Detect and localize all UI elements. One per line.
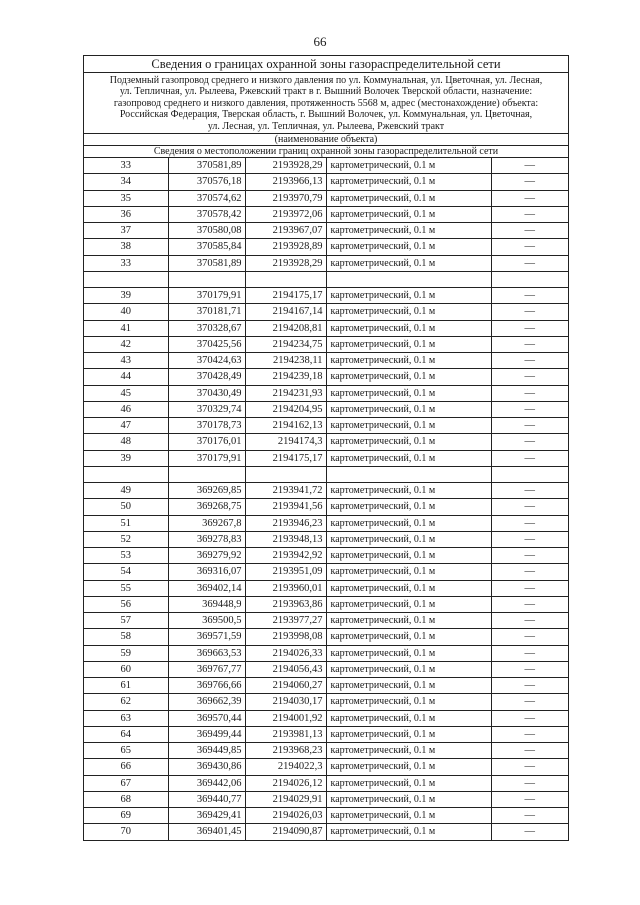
method-accuracy: картометрический, 0.1 м (326, 239, 491, 255)
coord-x: 369500,5 (168, 613, 245, 629)
coord-x: 370179,91 (168, 288, 245, 304)
method-accuracy: картометрический, 0.1 м (326, 824, 491, 840)
description-line: Подземный газопровод среднего и низкого давления по ул. Коммунальная, ул. Цветочная, ул. Лесная, (109, 75, 543, 86)
coord-y: 2193941,72 (245, 483, 326, 499)
point-number: 50 (84, 499, 168, 515)
table-row (84, 613, 568, 629)
coord-x: 370585,84 (168, 239, 245, 255)
table-row (84, 223, 568, 239)
method-accuracy (326, 466, 491, 482)
coord-x: 370580,08 (168, 223, 245, 239)
point-number: 62 (84, 694, 168, 710)
point-description: — (491, 548, 568, 564)
coord-y: 2194238,11 (245, 353, 326, 369)
table-row (84, 661, 568, 677)
table-row (84, 304, 568, 320)
table-row (84, 759, 568, 775)
point-description: — (491, 483, 568, 499)
table-row (84, 369, 568, 385)
method-accuracy: картометрический, 0.1 м (326, 190, 491, 206)
coord-y: 2193928,29 (245, 158, 326, 174)
method-accuracy: картометрический, 0.1 м (326, 694, 491, 710)
coord-y: 2193928,89 (245, 239, 326, 255)
coord-y: 2193960,01 (245, 580, 326, 596)
coord-x: 370574,62 (168, 190, 245, 206)
method-accuracy: картометрический, 0.1 м (326, 548, 491, 564)
point-number: 67 (84, 775, 168, 791)
coord-x: 369571,59 (168, 629, 245, 645)
table-row (84, 271, 568, 287)
point-description: — (491, 158, 568, 174)
point-description: — (491, 239, 568, 255)
point-number: 66 (84, 759, 168, 775)
point-number: 49 (84, 483, 168, 499)
table-row (84, 320, 568, 336)
point-description: — (491, 304, 568, 320)
coord-y: 2194022,3 (245, 759, 326, 775)
point-number: 58 (84, 629, 168, 645)
coord-y: 2193966,13 (245, 174, 326, 190)
method-accuracy: картометрический, 0.1 м (326, 726, 491, 742)
table-row (84, 710, 568, 726)
point-description: — (491, 791, 568, 807)
table-row (84, 353, 568, 369)
method-accuracy: картометрический, 0.1 м (326, 580, 491, 596)
method-accuracy: картометрический, 0.1 м (326, 304, 491, 320)
method-accuracy: картометрический, 0.1 м (326, 223, 491, 239)
method-accuracy: картометрический, 0.1 м (326, 678, 491, 694)
point-description: — (491, 336, 568, 352)
coord-y: 2194060,27 (245, 678, 326, 694)
coord-x: 370428,49 (168, 369, 245, 385)
method-accuracy: картометрический, 0.1 м (326, 629, 491, 645)
point-number: 69 (84, 808, 168, 824)
table-row (84, 808, 568, 824)
point-number: 45 (84, 385, 168, 401)
table-row (84, 336, 568, 352)
coord-y: 2194231,93 (245, 385, 326, 401)
location-section-header: Сведения о местоположении границ охранной зоны газораспределительной сети (84, 146, 568, 158)
coord-x: 369279,92 (168, 548, 245, 564)
point-number: 52 (84, 531, 168, 547)
page-number: 66 (313, 34, 327, 49)
method-accuracy: картометрический, 0.1 м (326, 434, 491, 450)
table-row (84, 466, 568, 482)
coord-y: 2194175,17 (245, 450, 326, 466)
table-row (84, 564, 568, 580)
coord-y: 2193942,92 (245, 548, 326, 564)
point-description: — (491, 223, 568, 239)
point-description: — (491, 369, 568, 385)
coord-y: 2194174,3 (245, 434, 326, 450)
description-line: ул. Лесная, ул. Тепличная, ул. Рылеева, Ржевский тракт (207, 120, 445, 132)
coord-y: 2194029,91 (245, 791, 326, 807)
point-number: 60 (84, 661, 168, 677)
coord-x: 369448,9 (168, 596, 245, 612)
point-description: — (491, 418, 568, 434)
coord-y: 2194026,03 (245, 808, 326, 824)
table-row (84, 694, 568, 710)
point-description (491, 271, 568, 287)
coord-x: 370581,89 (168, 158, 245, 174)
point-number: 64 (84, 726, 168, 742)
coord-x: 369440,77 (168, 791, 245, 807)
coord-y: 2193967,07 (245, 223, 326, 239)
coord-y: 2193941,56 (245, 499, 326, 515)
coord-x: 370178,73 (168, 418, 245, 434)
table-row (84, 401, 568, 417)
method-accuracy: картометрический, 0.1 м (326, 206, 491, 222)
point-number: 35 (84, 190, 168, 206)
point-description: — (491, 515, 568, 531)
coord-x: 369570,44 (168, 710, 245, 726)
coord-x: 370424,63 (168, 353, 245, 369)
table-row (84, 824, 568, 840)
method-accuracy: картометрический, 0.1 м (326, 808, 491, 824)
coord-x: 369269,85 (168, 483, 245, 499)
point-description: — (491, 710, 568, 726)
method-accuracy: картометрический, 0.1 м (326, 613, 491, 629)
coord-x: 370179,91 (168, 450, 245, 466)
point-number: 51 (84, 515, 168, 531)
coord-x: 369449,85 (168, 743, 245, 759)
table-row (84, 743, 568, 759)
method-accuracy: картометрический, 0.1 м (326, 791, 491, 807)
table-row (84, 596, 568, 612)
coord-x: 369499,44 (168, 726, 245, 742)
coord-y: 2194234,75 (245, 336, 326, 352)
method-accuracy: картометрический, 0.1 м (326, 596, 491, 612)
point-number: 40 (84, 304, 168, 320)
description-line: Российская Федерация, Тверская область, г. Вышний Волочек, ул. Коммунальная, ул. Цветочная, (119, 109, 533, 121)
point-number: 65 (84, 743, 168, 759)
table-row (84, 255, 568, 271)
coord-x: 370176,01 (168, 434, 245, 450)
point-description: — (491, 694, 568, 710)
point-number (84, 271, 168, 287)
coord-y: 2194056,43 (245, 661, 326, 677)
point-number: 41 (84, 320, 168, 336)
coord-y: 2194175,17 (245, 288, 326, 304)
point-number: 44 (84, 369, 168, 385)
method-accuracy: картометрический, 0.1 м (326, 418, 491, 434)
coord-x: 369442,06 (168, 775, 245, 791)
point-description: — (491, 775, 568, 791)
point-number: 57 (84, 613, 168, 629)
method-accuracy: картометрический, 0.1 м (326, 775, 491, 791)
method-accuracy: картометрический, 0.1 м (326, 255, 491, 271)
table-row (84, 775, 568, 791)
method-accuracy: картометрический, 0.1 м (326, 710, 491, 726)
point-number: 61 (84, 678, 168, 694)
coord-y: 2193948,13 (245, 531, 326, 547)
table-row (84, 515, 568, 531)
coord-x (168, 271, 245, 287)
point-description: — (491, 808, 568, 824)
point-description: — (491, 353, 568, 369)
table-row (84, 678, 568, 694)
coord-x: 370581,89 (168, 255, 245, 271)
method-accuracy: картометрический, 0.1 м (326, 661, 491, 677)
point-description: — (491, 596, 568, 612)
coord-x: 369278,83 (168, 531, 245, 547)
method-accuracy: картометрический, 0.1 м (326, 401, 491, 417)
method-accuracy: картометрический, 0.1 м (326, 759, 491, 775)
description-line: газопровод среднего и низкого давления, протяженность 5568 м, адрес (местонахождение) объекта: (113, 97, 539, 109)
coord-x: 370576,18 (168, 174, 245, 190)
method-accuracy: картометрический, 0.1 м (326, 743, 491, 759)
point-description: — (491, 629, 568, 645)
table-row (84, 418, 568, 434)
point-number: 36 (84, 206, 168, 222)
table-row (84, 791, 568, 807)
method-accuracy: картометрический, 0.1 м (326, 450, 491, 466)
method-accuracy: картометрический, 0.1 м (326, 158, 491, 174)
object-name-caption: (наименование объекта) (84, 134, 568, 146)
point-number: 56 (84, 596, 168, 612)
coord-x: 370181,71 (168, 304, 245, 320)
point-description: — (491, 255, 568, 271)
point-description: — (491, 190, 568, 206)
coord-x: 370329,74 (168, 401, 245, 417)
coord-y: 2193946,23 (245, 515, 326, 531)
table-row (84, 580, 568, 596)
coord-x: 369268,75 (168, 499, 245, 515)
method-accuracy: картометрический, 0.1 м (326, 288, 491, 304)
point-number: 39 (84, 288, 168, 304)
object-description (84, 73, 568, 134)
coord-y: 2193998,08 (245, 629, 326, 645)
method-accuracy: картометрический, 0.1 м (326, 353, 491, 369)
coord-y: 2193972,06 (245, 206, 326, 222)
point-description: — (491, 499, 568, 515)
coord-y: 2194167,14 (245, 304, 326, 320)
point-number: 33 (84, 255, 168, 271)
method-accuracy (326, 271, 491, 287)
point-number: 33 (84, 158, 168, 174)
coord-x: 370425,56 (168, 336, 245, 352)
document-title: Сведения о границах охранной зоны газораспределительной сети (84, 56, 568, 73)
method-accuracy: картометрический, 0.1 м (326, 564, 491, 580)
coord-x: 369267,8 (168, 515, 245, 531)
table-row (84, 629, 568, 645)
table-row (84, 239, 568, 255)
coord-x: 369663,53 (168, 645, 245, 661)
point-number: 63 (84, 710, 168, 726)
point-number: 55 (84, 580, 168, 596)
point-number: 54 (84, 564, 168, 580)
point-number (84, 466, 168, 482)
coord-y: 2193968,23 (245, 743, 326, 759)
table-row (84, 190, 568, 206)
coord-x: 369430,86 (168, 759, 245, 775)
coord-y: 2194026,33 (245, 645, 326, 661)
method-accuracy: картометрический, 0.1 м (326, 499, 491, 515)
table-row (84, 174, 568, 190)
coord-x: 369662,39 (168, 694, 245, 710)
coord-y: 2194162,13 (245, 418, 326, 434)
method-accuracy: картометрический, 0.1 м (326, 515, 491, 531)
point-description: — (491, 661, 568, 677)
point-description: — (491, 759, 568, 775)
point-description: — (491, 174, 568, 190)
point-number: 43 (84, 353, 168, 369)
coord-x: 370578,42 (168, 206, 245, 222)
point-number: 39 (84, 450, 168, 466)
point-description: — (491, 678, 568, 694)
table-row (84, 499, 568, 515)
coord-y: 2193951,09 (245, 564, 326, 580)
method-accuracy: картометрический, 0.1 м (326, 385, 491, 401)
point-number: 70 (84, 824, 168, 840)
coordinates-table (84, 158, 568, 840)
point-number: 68 (84, 791, 168, 807)
table-row (84, 645, 568, 661)
point-description: — (491, 564, 568, 580)
point-description: — (491, 743, 568, 759)
point-description: — (491, 580, 568, 596)
point-description: — (491, 613, 568, 629)
coord-y: 2193977,27 (245, 613, 326, 629)
point-number: 59 (84, 645, 168, 661)
point-description: — (491, 450, 568, 466)
table-row (84, 450, 568, 466)
description-line: ул. Тепличная, ул. Рылеева, Ржевский тракт в г. Вышний Волочек Тверской области, назначение: (119, 86, 533, 98)
point-description: — (491, 401, 568, 417)
coord-x: 369402,14 (168, 580, 245, 596)
table-row (84, 434, 568, 450)
point-description: — (491, 434, 568, 450)
coord-x: 369401,45 (168, 824, 245, 840)
point-number: 38 (84, 239, 168, 255)
point-number: 47 (84, 418, 168, 434)
coord-y: 2194026,12 (245, 775, 326, 791)
point-number: 34 (84, 174, 168, 190)
table-row (84, 726, 568, 742)
table-row (84, 385, 568, 401)
boundary-document (83, 55, 569, 841)
coord-y: 2194239,18 (245, 369, 326, 385)
point-number: 37 (84, 223, 168, 239)
coord-x: 370430,49 (168, 385, 245, 401)
coord-x: 369429,41 (168, 808, 245, 824)
point-description (491, 466, 568, 482)
coord-x: 369767,77 (168, 661, 245, 677)
coord-x: 369766,66 (168, 678, 245, 694)
method-accuracy: картометрический, 0.1 м (326, 645, 491, 661)
table-row (84, 158, 568, 174)
table-row (84, 548, 568, 564)
point-number: 46 (84, 401, 168, 417)
point-description: — (491, 726, 568, 742)
point-description: — (491, 206, 568, 222)
coord-y: 2193963,86 (245, 596, 326, 612)
coord-y (245, 271, 326, 287)
coord-x (168, 466, 245, 482)
coord-y: 2194208,81 (245, 320, 326, 336)
point-description: — (491, 385, 568, 401)
coord-y: 2194030,17 (245, 694, 326, 710)
coord-y: 2193981,13 (245, 726, 326, 742)
point-number: 42 (84, 336, 168, 352)
coord-y: 2194090,87 (245, 824, 326, 840)
method-accuracy: картометрический, 0.1 м (326, 369, 491, 385)
method-accuracy: картометрический, 0.1 м (326, 320, 491, 336)
point-description: — (491, 320, 568, 336)
coord-y: 2194001,92 (245, 710, 326, 726)
point-description: — (491, 288, 568, 304)
coord-y: 2194204,95 (245, 401, 326, 417)
table-row (84, 483, 568, 499)
point-description: — (491, 531, 568, 547)
table-row (84, 206, 568, 222)
coord-y (245, 466, 326, 482)
point-description: — (491, 824, 568, 840)
method-accuracy: картометрический, 0.1 м (326, 336, 491, 352)
point-number: 53 (84, 548, 168, 564)
point-description: — (491, 645, 568, 661)
table-row (84, 531, 568, 547)
coord-y: 2193970,79 (245, 190, 326, 206)
method-accuracy: картометрический, 0.1 м (326, 531, 491, 547)
point-number: 48 (84, 434, 168, 450)
method-accuracy: картометрический, 0.1 м (326, 483, 491, 499)
method-accuracy: картометрический, 0.1 м (326, 174, 491, 190)
coord-x: 369316,07 (168, 564, 245, 580)
coord-x: 370328,67 (168, 320, 245, 336)
table-row (84, 288, 568, 304)
coord-y: 2193928,29 (245, 255, 326, 271)
